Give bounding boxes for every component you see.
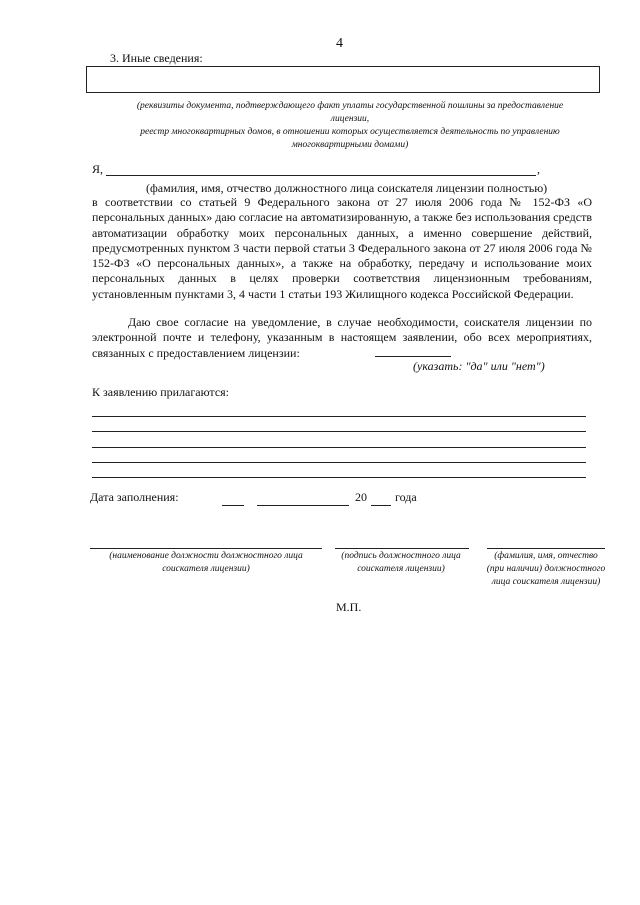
consent-comma: , bbox=[537, 162, 540, 176]
attachment-line-1[interactable] bbox=[92, 416, 586, 417]
yes-no-hint: (указать: "да" или "нет") bbox=[413, 359, 545, 373]
fio-input-line[interactable] bbox=[106, 175, 536, 176]
name-hint: (фамилия, имя, отчество (при наличии) должностного лица соискателя лицензии) bbox=[486, 551, 606, 587]
stamp-place: М.П. bbox=[336, 600, 362, 614]
consent-ya: Я, bbox=[92, 162, 104, 176]
fio-hint: (фамилия, имя, отчество должностного лица соискателя лицензии полностью) bbox=[146, 181, 548, 195]
year-prefix: 20 bbox=[355, 490, 367, 504]
attachment-line-4[interactable] bbox=[92, 462, 586, 463]
yes-no-input-line[interactable] bbox=[375, 356, 451, 357]
signature-hint: (подпись должностного лица соискателя лицензии) bbox=[341, 551, 461, 574]
attachment-line-5[interactable] bbox=[92, 477, 586, 478]
position-signature-line[interactable] bbox=[90, 548, 322, 549]
position-hint: (наименование должности должностного лица соискателя лицензии) bbox=[109, 551, 303, 574]
signature-line[interactable] bbox=[335, 548, 469, 549]
attachment-line-2[interactable] bbox=[92, 431, 586, 432]
section-3-label: 3. Иные сведения: bbox=[110, 51, 203, 65]
consent-paragraph-1: в соответствии со статьей 9 Федерального закона от 27 июля 2006 года № 152-ФЗ «О персональных данных» даю согласие на автоматизированную, а также без использования средств автоматизации обработку моих персональных данных, а именно совершение действий, предусмотренных пунктом 3 части первой статьи 3 Федерального закона от 27 июля 2006 года № 152-ФЗ «О персональных данных», а также на обработку, передачу и использование моих персональных данных в целях проверки соответствия лицензионным требованиям, установленным пунктами 3, 4 части 1 статьи 193 Жилищного кодекса Российской Федерации. bbox=[92, 195, 592, 301]
year-suffix: года bbox=[395, 490, 417, 504]
date-label: Дата заполнения: bbox=[90, 490, 179, 504]
year-input-line[interactable] bbox=[371, 505, 391, 506]
other-info-field[interactable] bbox=[86, 66, 600, 93]
attachments-label: К заявлению прилагаются: bbox=[92, 385, 230, 399]
consent-paragraph-2: Даю свое согласие на уведомление, в случае необходимости, соискателя лицензии по электронной почте и телефону, указанным в настоящем заявлении, обо всех мероприятиях, связанных с предоставлением лицензии: bbox=[92, 315, 592, 360]
month-input-line[interactable] bbox=[257, 505, 349, 506]
payment-details-note: (реквизиты документа, подтверждающего факт уплаты государственной пошлины за предоставление лицензии, реестр многоквартирных домов, в отношении которых осуществляется деятельность по управлению многоквартирными домами) bbox=[136, 101, 564, 150]
day-input-line[interactable] bbox=[222, 505, 244, 506]
attachment-line-3[interactable] bbox=[92, 447, 586, 448]
name-signature-line[interactable] bbox=[487, 548, 605, 549]
page-number: 4 bbox=[336, 36, 343, 51]
